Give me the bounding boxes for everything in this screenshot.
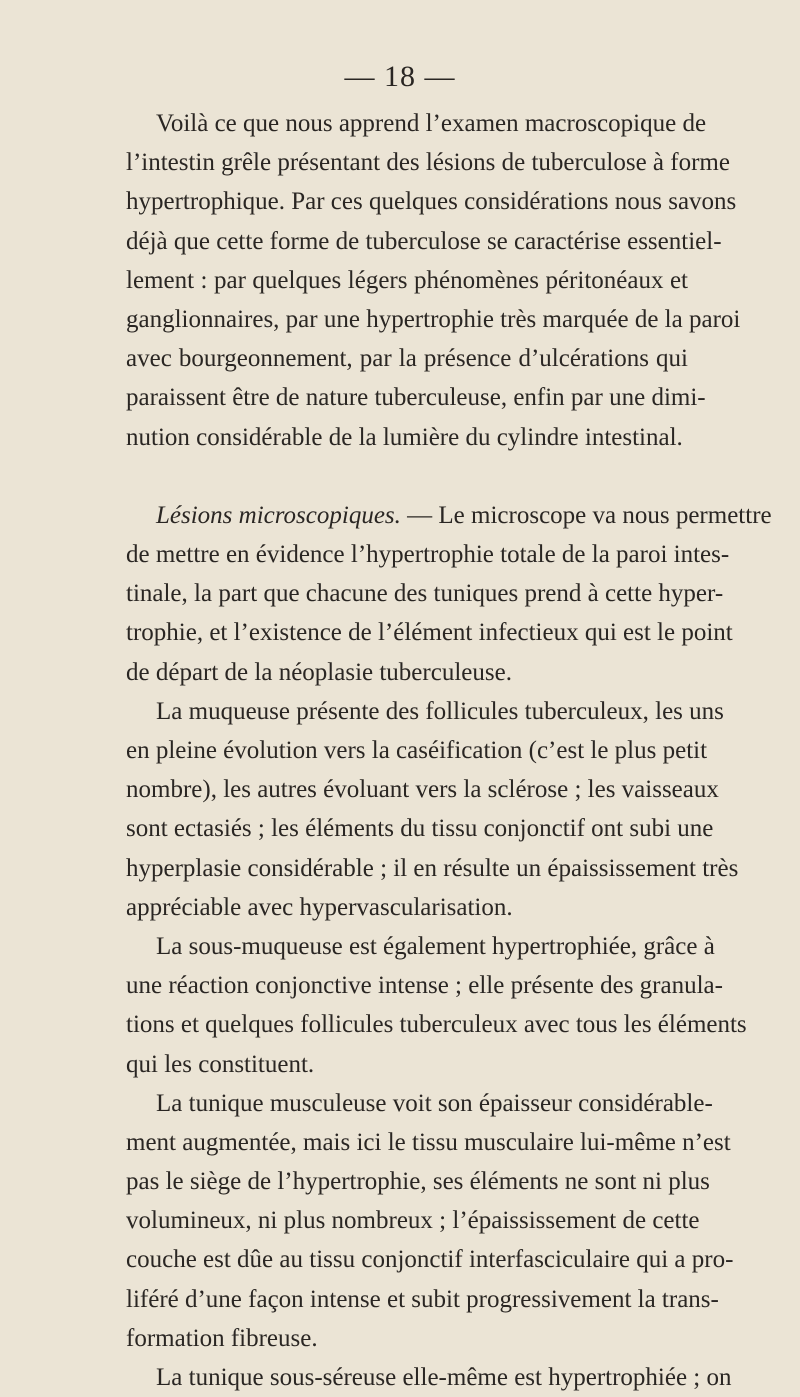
text-line: appréciable avec hypervascularisation. bbox=[126, 893, 513, 921]
text-line: Voilà ce que nous apprend l’examen macroscopique de bbox=[156, 110, 707, 137]
paragraph-gap bbox=[126, 457, 688, 496]
paragraph-macroscopic-summary bbox=[126, 104, 741, 457]
text-line: l’intestin grêle présentant des lésions de tuberculose à forme bbox=[126, 149, 730, 177]
text-line: nombre), les autres évoluant vers la sclérose ; les vaisseaux bbox=[126, 776, 719, 804]
text-line: volumineux, ni plus nombreux ; l’épaississement de cette bbox=[126, 1207, 700, 1235]
text-line: hypertrophique. Par ces quelques considérations nous savons bbox=[126, 188, 737, 216]
text-line: paraissent être de nature tuberculeuse, enfin par une dimi- bbox=[126, 384, 706, 412]
paragraph-microscopic-lesions bbox=[126, 496, 772, 692]
text-line: couche est dûe au tissu conjonctif interfasciculaire qui a pro- bbox=[126, 1246, 734, 1274]
text-line: formation fibreuse. bbox=[126, 1324, 318, 1352]
paragraph-sous-muqueuse bbox=[126, 927, 747, 1084]
text-line: La tunique musculeuse voit son épaisseur considérable- bbox=[156, 1089, 713, 1117]
text-line: La sous-muqueuse est également hypertrophiée, grâce à bbox=[156, 932, 715, 960]
section-heading: Lésions microscopiques. bbox=[156, 501, 401, 529]
text-line: La muqueuse présente des follicules tuberculeux, les uns bbox=[156, 697, 724, 725]
text-line: en pleine évolution vers la caséification (c’est le plus petit bbox=[126, 737, 708, 764]
text-line: ment augmentée, mais ici le tissu musculaire lui-même n’est bbox=[126, 1128, 731, 1156]
text-line: de mettre en évidence l’hypertrophie totale de la paroi intes- bbox=[126, 541, 730, 569]
text-line: trophie, et l’existence de l’élément infectieux qui est le point bbox=[126, 619, 733, 647]
text-line: liféré d’une façon intense et subit progressivement la trans- bbox=[126, 1285, 719, 1313]
text-line: une réaction conjonctive intense ; elle présente des granula- bbox=[126, 972, 723, 1000]
text-line: pas le siège de l’hypertrophie, ses éléments ne sont ni plus bbox=[126, 1168, 710, 1196]
text-line: tions et quelques follicules tuberculeux avec tous les éléments bbox=[126, 1011, 747, 1039]
text-line: qui les constituent. bbox=[126, 1050, 315, 1078]
body-text bbox=[126, 104, 772, 1397]
text-line: de départ de la néoplasie tuberculeuse. bbox=[126, 658, 512, 686]
paragraph-tunique-sous-sereuse bbox=[126, 1358, 732, 1397]
text-line: La tunique sous-séreuse elle-même est hypertrophiée ; on bbox=[156, 1364, 732, 1391]
text-line: avec bourgeonnement, par la présence d’ulcérations qui bbox=[126, 345, 688, 373]
text-line: sont ectasiés ; les éléments du tissu conjonctif ont subi une bbox=[126, 815, 714, 843]
heading-continuation: — Le microscope va nous permettre bbox=[400, 501, 772, 529]
paragraph-tunique-musculeuse bbox=[126, 1084, 734, 1358]
text-line: hyperplasie considérable ; il en résulte un épaississement très bbox=[126, 854, 739, 882]
text-line: lement : par quelques légers phénomènes péritonéaux et bbox=[126, 266, 688, 294]
page-number: — 18 — bbox=[344, 60, 456, 93]
text-line: déjà que cette forme de tuberculose se caractérise essentiel- bbox=[126, 227, 722, 255]
text-line bbox=[126, 496, 772, 535]
text-line: tinale, la part que chacune des tuniques prend à cette hyper- bbox=[126, 580, 724, 608]
text-line: nution considérable de la lumière du cylindre intestinal. bbox=[126, 423, 683, 451]
paragraph-muqueuse bbox=[126, 692, 739, 927]
text-line: ganglionnaires, par une hypertrophie très marquée de la paroi bbox=[126, 305, 741, 333]
